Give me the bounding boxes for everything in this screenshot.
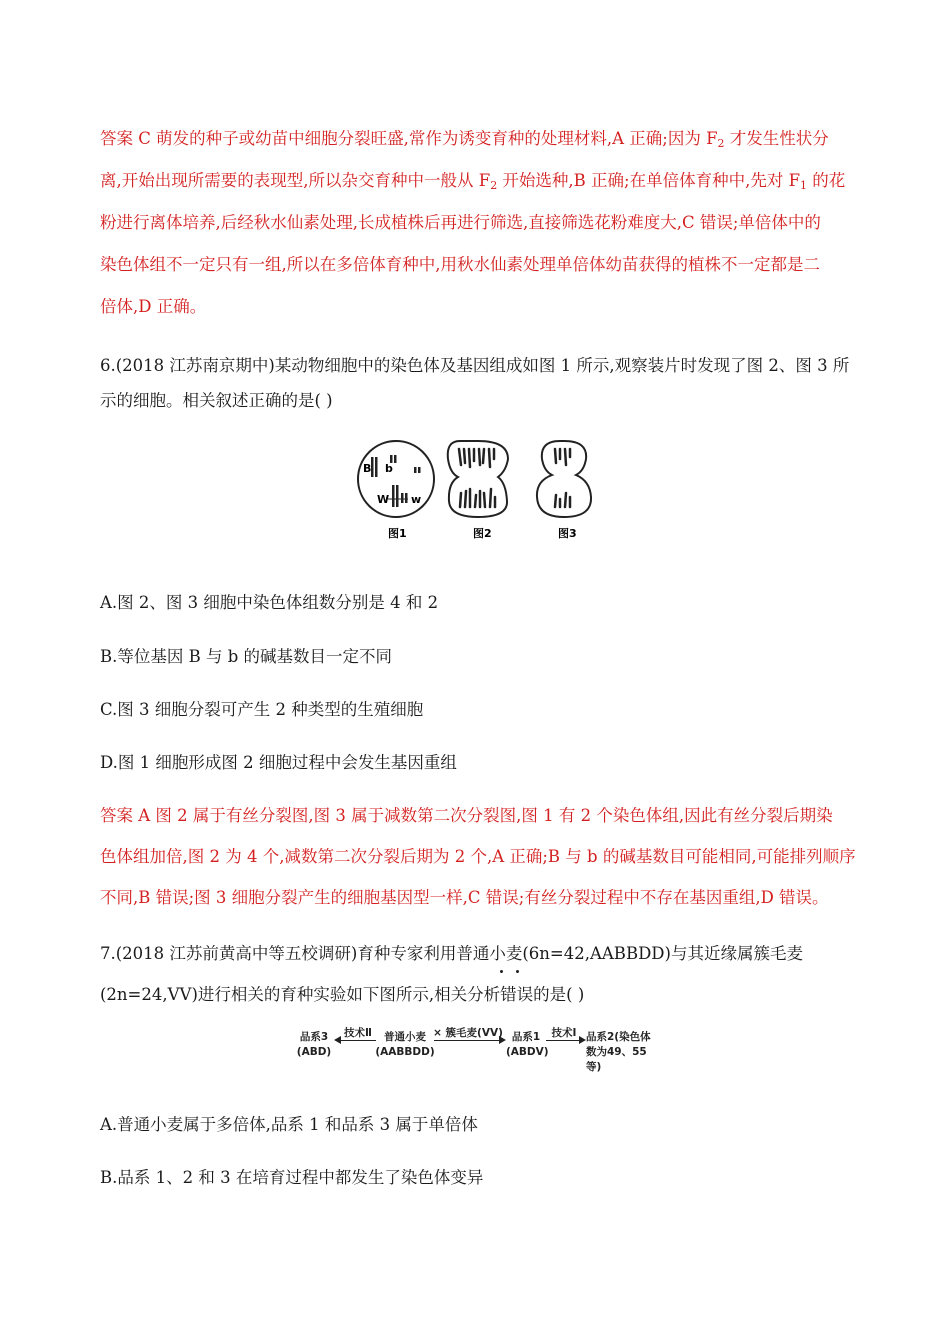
tech2-arrow [336,1040,376,1041]
strain2-node [586,1030,656,1075]
strain1-genotype: (ABDV) [506,1046,549,1058]
answer5-line-2: 离,开始出现所需要的表现型,所以杂交育种中一般从 $F_2$ 开始选种,B 正确;在单倍体育种中,先对 $F_1$ 的花 [100,171,846,192]
strain1-node [506,1030,549,1060]
answer5-line-5: 倍体,D 正确。 [100,297,207,316]
figure-2-caption: 图2 [473,527,492,540]
wheat-label: 普通小麦 [384,1031,426,1043]
gene-b-label: b [385,462,393,475]
gene-w-label: w [411,493,422,506]
tech2-label: 技术Ⅱ [344,1027,372,1039]
gene-B-label: B [363,462,372,475]
q7-stem-line-1: 7.(2018 江苏前黄高中等五校调研)育种专家利用普通小麦(6n=42,AABBDD)与其近缘属簇毛麦 [100,944,803,963]
cell-diagrams [350,437,610,547]
q7-stem-line-2: (2n=24,VV)进行相关的育种实验如下图所示,相关分析错误的是( ) [100,985,585,1004]
tech1-label: 技术Ⅰ [551,1027,577,1039]
answer5-line-3: 粉进行离体培养,后经秋水仙素处理,长成植株后再进行筛选,直接筛选花粉难度大,C 错误;单倍体中的 [100,213,821,232]
q6-stem-line-2: 示的细胞。相关叙述正确的是( ) [100,391,333,410]
q6-option-d: D.图 1 细胞形成图 2 细胞过程中会发生基因重组 [100,753,457,772]
answer6-line-3: 不同,B 错误;图 3 细胞分裂产生的细胞基因型一样,C 错误;有丝分裂过程中不存在基因重组,D 错误。 [100,888,829,907]
q6-option-c: C.图 3 细胞分裂可产生 2 种类型的生殖细胞 [100,700,424,719]
figure-1-cell [358,441,434,517]
figure-2-cell [448,441,508,517]
answer6-line-1: 答案 A 图 2 属于有丝分裂图,图 3 属于减数第二次分裂图,图 1 有 2 个染色体组,因此有丝分裂后期染 [100,806,833,825]
q6-option-b: B.等位基因 B 与 b 的碱基数目一定不同 [100,647,393,666]
emphasis-dots [498,970,538,976]
cross-label: × 簇毛麦(VV) [433,1027,503,1039]
strain3-label: 品系3 [299,1031,329,1043]
cross-arrowhead [499,1036,506,1044]
q7-option-a: A.普通小麦属于多倍体,品系 1 和品系 3 属于单倍体 [100,1115,478,1134]
tech1-arrowhead [579,1036,586,1044]
figure-1-caption: 图1 [388,527,407,540]
figure-3-caption: 图3 [558,527,577,540]
tech1-arrow [546,1040,582,1041]
gene-W-label: W [377,493,390,506]
breeding-flow-diagram [296,1028,656,1072]
answer5-line-1: 答案 C 萌发的种子或幼苗中细胞分裂旺盛,常作为诱变育种的处理材料,A 正确;因为 $F_2$ 才发生性状分 [100,129,829,150]
answer6-line-2: 色体组加倍,图 2 为 4 个,减数第二次分裂后期为 2 个,A 正确;B 与 b 的碱基数目可能相同,可能排列顺序 [100,847,856,866]
figure-3-cell [537,441,591,517]
q6-figure [350,437,610,547]
q7-option-b: B.品系 1、2 和 3 在培育过程中都发生了染色体变异 [100,1168,484,1187]
strain1-label: 品系1 [511,1031,541,1043]
strain2-chromosome-note: 数为49、55等) [586,1046,647,1073]
cross-arrow [434,1040,502,1041]
q6-stem-line-1: 6.(2018 江苏南京期中)某动物细胞中的染色体及基因组成如图 1 所示,观察装片时发现了图 2、图 3 所 [100,356,850,375]
strain3-node [296,1030,332,1060]
strain2-label: 品系2(染色体 [586,1031,651,1043]
wheat-genotype: (AABBDD) [375,1046,435,1058]
q6-option-a: A.图 2、图 3 细胞中染色体组数分别是 4 和 2 [100,593,439,612]
tech2-arrowhead [334,1036,341,1044]
answer5-line-4: 染色体组不一定只有一组,所以在多倍体育种中,用秋水仙素处理单倍体幼苗获得的植株不一定都是二 [100,255,820,274]
wheat-node [374,1030,436,1060]
strain3-genotype: (ABD) [296,1046,332,1058]
